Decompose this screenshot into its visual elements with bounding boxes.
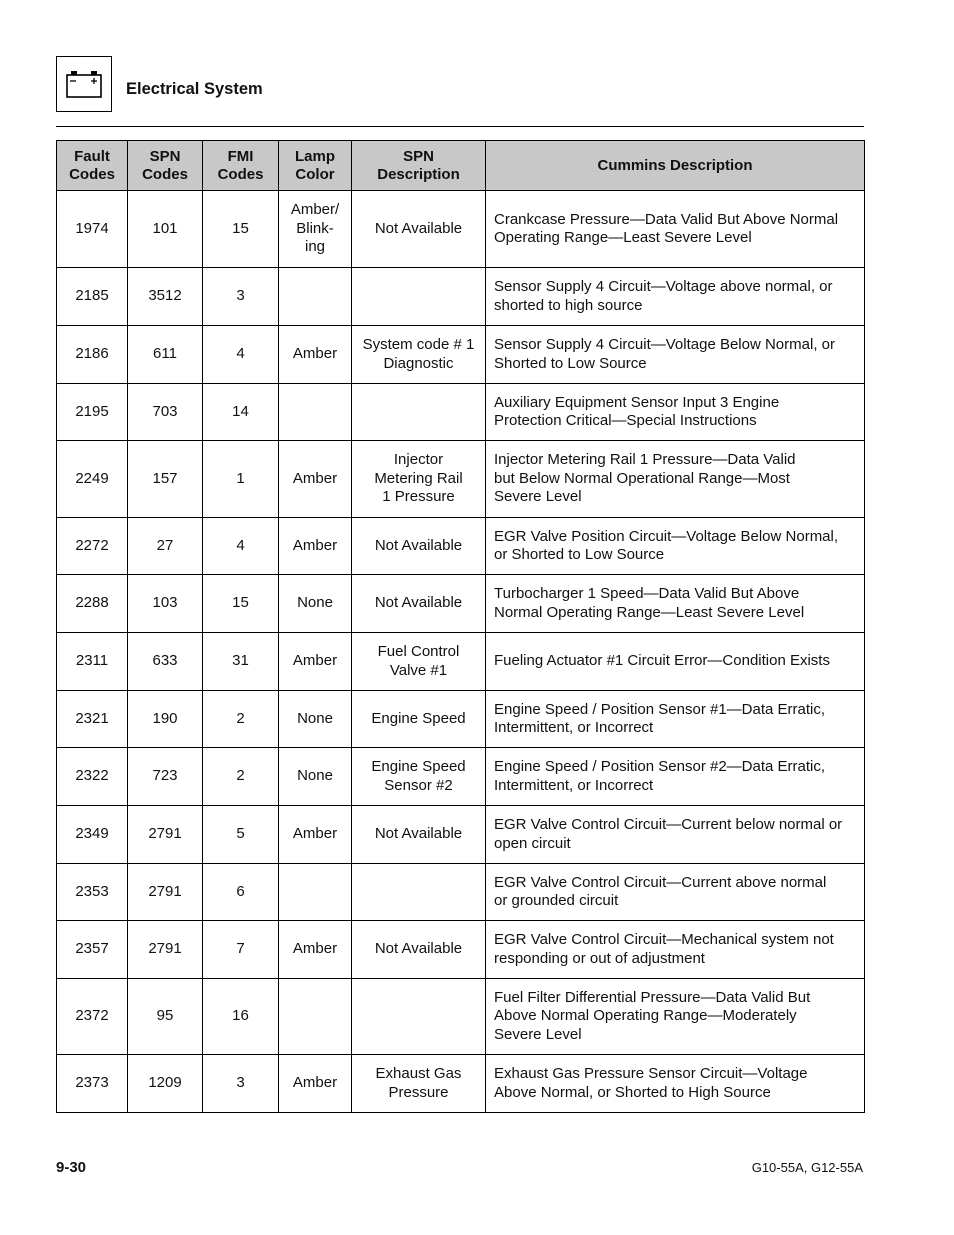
fmi-code-cell [203, 384, 279, 441]
lamp-color-cell-text: None [297, 709, 333, 727]
spn-description-cell [352, 268, 486, 326]
fmi-code-cell-text: 4 [236, 345, 245, 363]
fmi-code-cell [203, 191, 279, 268]
spn-code-cell-text: 2791 [148, 882, 182, 900]
spn-code-cell [128, 1055, 203, 1113]
fault-code-cell-text: 2185 [75, 287, 109, 305]
fault-code-cell-text: 2195 [75, 402, 109, 420]
cummins-description-cell [486, 633, 865, 691]
spn-description-cell [352, 575, 486, 633]
lamp-color-cell [279, 268, 352, 326]
fault-code-cell-text: 2288 [75, 594, 109, 612]
table-row [57, 1055, 865, 1113]
spn-code-cell-text: 157 [152, 469, 178, 487]
section-title: Electrical System [126, 80, 263, 98]
spn-code-cell [128, 806, 203, 864]
spn-description-cell-text: Not Available [374, 594, 463, 612]
cummins-description-cell [486, 441, 865, 518]
spn-description-cell [352, 191, 486, 268]
cummins-description-cell-text: Crankcase Pressure—Data Valid But Above Normal Operating Range—Least Severe Level [494, 210, 839, 246]
lamp-color-cell-text: Amber [292, 536, 338, 554]
spn-description-cell [352, 518, 486, 575]
fault-code-cell-text: 2272 [75, 536, 109, 554]
cummins-description-cell-text: Fueling Actuator #1 Circuit Error—Condition Exists [494, 652, 830, 670]
spn-code-cell-text: 103 [152, 594, 178, 612]
header-divider [56, 126, 864, 127]
spn-description-cell-text: Not Available [374, 940, 463, 958]
spn-code-cell [128, 691, 203, 748]
cummins-description-cell [486, 191, 865, 268]
fmi-code-cell [203, 921, 279, 979]
spn-description-cell-text: Not Available [374, 825, 463, 843]
fmi-code-cell [203, 633, 279, 691]
cummins-description-cell [486, 518, 865, 575]
fmi-code-cell-text: 14 [232, 402, 249, 420]
fault-code-cell [57, 441, 128, 518]
spn-description-cell-text: Engine Speed [371, 709, 466, 727]
lamp-color-cell [279, 191, 352, 268]
cummins-description-cell-text: Fuel Filter Differential Pressure—Data Valid But Above Normal Operating Range—Moderately Severe Level [494, 988, 811, 1043]
lamp-color-cell-text: None [297, 594, 333, 612]
lamp-color-cell [279, 806, 352, 864]
fault-code-cell [57, 633, 128, 691]
fmi-code-cell-text: 5 [236, 825, 245, 843]
fault-code-cell [57, 268, 128, 326]
fmi-code-cell-text: 2 [236, 709, 245, 727]
table-header-row [57, 141, 865, 191]
fmi-code-cell-text: 2 [236, 767, 245, 785]
fmi-code-cell-text: 1 [236, 469, 245, 487]
spn-description-cell [352, 326, 486, 384]
lamp-color-cell-text: Amber [292, 1074, 338, 1092]
fault-code-cell-text: 2249 [75, 469, 109, 487]
spn-code-cell-text: 723 [152, 767, 178, 785]
spn-description-cell-text: Exhaust Gas Pressure [375, 1065, 462, 1101]
fault-code-cell [57, 518, 128, 575]
cummins-description-cell [486, 864, 865, 921]
fault-code-cell [57, 1055, 128, 1113]
lamp-color-cell [279, 864, 352, 921]
fault-code-cell-text: 2321 [75, 709, 109, 727]
fmi-code-cell-text: 15 [232, 219, 249, 237]
spn-description-cell [352, 691, 486, 748]
spn-code-cell-text: 633 [152, 652, 178, 670]
column-header-fmi-codes: FMI Codes [203, 141, 279, 191]
lamp-color-cell-text: Amber [292, 469, 338, 487]
cummins-description-cell [486, 691, 865, 748]
cummins-description-cell-text: Sensor Supply 4 Circuit—Voltage Below Normal, or Shorted to Low Source [494, 336, 835, 372]
lamp-color-cell [279, 326, 352, 384]
cummins-description-cell-text: EGR Valve Control Circuit—Current above normal or grounded circuit [494, 873, 827, 909]
fault-code-cell-text: 1974 [75, 219, 109, 237]
table-row [57, 864, 865, 921]
fault-code-cell-text: 2186 [75, 345, 109, 363]
spn-code-cell [128, 864, 203, 921]
table-row [57, 268, 865, 326]
fmi-code-cell [203, 326, 279, 384]
cummins-description-cell-text: Turbocharger 1 Speed—Data Valid But Above Normal Operating Range—Least Severe Level [494, 585, 805, 621]
fmi-code-cell [203, 518, 279, 575]
model-reference: G10-55A, G12-55A [751, 1160, 863, 1175]
fault-code-cell [57, 191, 128, 268]
table-row [57, 575, 865, 633]
spn-code-cell [128, 268, 203, 326]
spn-description-cell [352, 748, 486, 806]
fmi-code-cell [203, 268, 279, 326]
table-body [57, 191, 865, 1113]
fmi-code-cell [203, 979, 279, 1055]
cummins-description-cell [486, 748, 865, 806]
spn-code-cell-text: 3512 [148, 287, 182, 305]
fmi-code-cell-text: 15 [232, 594, 249, 612]
cummins-description-cell-text: Sensor Supply 4 Circuit—Voltage above normal, or shorted to high source [494, 278, 833, 314]
spn-code-cell [128, 748, 203, 806]
spn-code-cell-text: 27 [156, 536, 174, 554]
lamp-color-cell [279, 691, 352, 748]
spn-description-cell-text: Fuel Control Valve #1 [377, 643, 460, 679]
fmi-code-cell-text: 7 [236, 940, 245, 958]
spn-code-cell [128, 979, 203, 1055]
fault-code-cell-text: 2322 [75, 767, 109, 785]
spn-description-cell [352, 633, 486, 691]
spn-description-cell-text: Injector Metering Rail 1 Pressure [374, 451, 463, 506]
table-row [57, 633, 865, 691]
fmi-code-cell [203, 1055, 279, 1113]
fmi-code-cell-text: 6 [236, 882, 245, 900]
table-row [57, 691, 865, 748]
spn-description-cell [352, 384, 486, 441]
cummins-description-cell-text: Auxiliary Equipment Sensor Input 3 Engine Protection Critical—Special Instructions [494, 393, 780, 429]
table-row [57, 441, 865, 518]
table-row [57, 518, 865, 575]
fault-code-cell-text: 2373 [75, 1074, 109, 1092]
spn-description-cell [352, 921, 486, 979]
lamp-color-cell-text: Amber [292, 345, 338, 363]
spn-description-cell-text: System code # 1 Diagnostic [362, 336, 475, 372]
battery-icon-graphic [57, 57, 111, 111]
fmi-code-cell-text: 3 [236, 287, 245, 305]
table-row [57, 326, 865, 384]
fault-code-cell [57, 326, 128, 384]
lamp-color-cell-text: Amber [292, 940, 338, 958]
fault-code-cell [57, 691, 128, 748]
cummins-description-cell-text: EGR Valve Control Circuit—Mechanical system not responding or out of adjustment [494, 931, 834, 967]
spn-code-cell [128, 575, 203, 633]
lamp-color-cell [279, 979, 352, 1055]
spn-code-cell [128, 441, 203, 518]
spn-description-cell [352, 864, 486, 921]
spn-code-cell-text: 2791 [148, 940, 182, 958]
spn-description-cell [352, 1055, 486, 1113]
spn-description-cell [352, 441, 486, 518]
spn-code-cell [128, 326, 203, 384]
table-row [57, 921, 865, 979]
column-header-cummins-description: Cummins Description [486, 141, 865, 191]
fmi-code-cell [203, 691, 279, 748]
fmi-code-cell-text: 31 [232, 652, 249, 670]
cummins-description-cell [486, 384, 865, 441]
spn-code-cell [128, 191, 203, 268]
lamp-color-cell [279, 441, 352, 518]
fault-code-cell-text: 2353 [75, 882, 109, 900]
cummins-description-cell [486, 575, 865, 633]
spn-description-cell-text: Not Available [374, 536, 463, 554]
lamp-color-cell [279, 575, 352, 633]
table-row [57, 979, 865, 1055]
spn-code-cell-text: 1209 [148, 1074, 182, 1092]
table-row [57, 191, 865, 268]
spn-description-cell-text: Not Available [374, 219, 463, 237]
lamp-color-cell [279, 921, 352, 979]
cummins-description-cell-text: EGR Valve Position Circuit—Voltage Below Normal, or Shorted to Low Source [494, 527, 839, 563]
fault-code-cell [57, 864, 128, 921]
fmi-code-cell-text: 3 [236, 1074, 245, 1092]
cummins-description-cell-text: EGR Valve Control Circuit—Current below normal or open circuit [494, 816, 843, 852]
table-row [57, 806, 865, 864]
lamp-color-cell [279, 748, 352, 806]
cummins-description-cell [486, 326, 865, 384]
fault-code-cell [57, 575, 128, 633]
spn-code-cell-text: 190 [152, 709, 178, 727]
fmi-code-cell [203, 441, 279, 518]
lamp-color-cell [279, 1055, 352, 1113]
lamp-color-cell [279, 518, 352, 575]
fault-codes-table [56, 140, 865, 1113]
spn-code-cell-text: 95 [156, 1007, 174, 1025]
fmi-code-cell [203, 575, 279, 633]
spn-code-cell-text: 611 [153, 345, 177, 363]
cummins-description-cell-text: Injector Metering Rail 1 Pressure—Data Valid but Below Normal Operational Range—Most Severe Level [494, 451, 796, 506]
table-row [57, 384, 865, 441]
page-number: 9-30 [56, 1159, 87, 1176]
fmi-code-cell [203, 748, 279, 806]
spn-code-cell-text: 101 [152, 219, 178, 237]
column-header-fault-codes: Fault Codes [57, 141, 128, 191]
cummins-description-cell [486, 921, 865, 979]
fault-code-cell-text: 2357 [75, 940, 109, 958]
lamp-color-cell-text: Amber [292, 652, 338, 670]
spn-code-cell [128, 633, 203, 691]
cummins-description-cell-text: Engine Speed / Position Sensor #2—Data Erratic, Intermittent, or Incorrect [494, 758, 826, 794]
spn-description-cell-text: Engine Speed Sensor #2 [371, 758, 466, 794]
spn-description-cell [352, 806, 486, 864]
spn-code-cell [128, 384, 203, 441]
fmi-code-cell-text: 16 [232, 1007, 249, 1025]
fault-code-cell [57, 921, 128, 979]
lamp-color-cell-text: None [297, 767, 333, 785]
fault-code-cell [57, 806, 128, 864]
fault-code-cell [57, 748, 128, 806]
fmi-code-cell [203, 864, 279, 921]
spn-code-cell-text: 2791 [148, 825, 182, 843]
fmi-code-cell [203, 806, 279, 864]
lamp-color-cell-text: Amber/ Blink- ing [290, 201, 340, 256]
spn-code-cell [128, 921, 203, 979]
spn-description-cell [352, 979, 486, 1055]
cummins-description-cell [486, 1055, 865, 1113]
cummins-description-cell-text: Exhaust Gas Pressure Sensor Circuit—Voltage Above Normal, or Shorted to High Source [494, 1065, 808, 1101]
cummins-description-cell-text: Engine Speed / Position Sensor #1—Data Erratic, Intermittent, or Incorrect [494, 700, 826, 736]
column-header-spn-codes: SPN Codes [128, 141, 203, 191]
cummins-description-cell [486, 268, 865, 326]
lamp-color-cell-text: Amber [292, 825, 338, 843]
fmi-code-cell-text: 4 [236, 536, 245, 554]
fault-code-cell-text: 2311 [75, 652, 109, 670]
battery-icon [56, 56, 112, 112]
fault-code-cell-text: 2372 [75, 1007, 109, 1025]
cummins-description-cell [486, 806, 865, 864]
column-header-lamp-color: Lamp Color [279, 141, 352, 191]
spn-code-cell-text: 703 [152, 402, 178, 420]
lamp-color-cell [279, 384, 352, 441]
cummins-description-cell [486, 979, 865, 1055]
spn-code-cell [128, 518, 203, 575]
fault-code-cell [57, 384, 128, 441]
fault-code-cell [57, 979, 128, 1055]
lamp-color-cell [279, 633, 352, 691]
fault-code-cell-text: 2349 [75, 825, 109, 843]
column-header-spn-description: SPN Description [352, 141, 486, 191]
table-row [57, 748, 865, 806]
